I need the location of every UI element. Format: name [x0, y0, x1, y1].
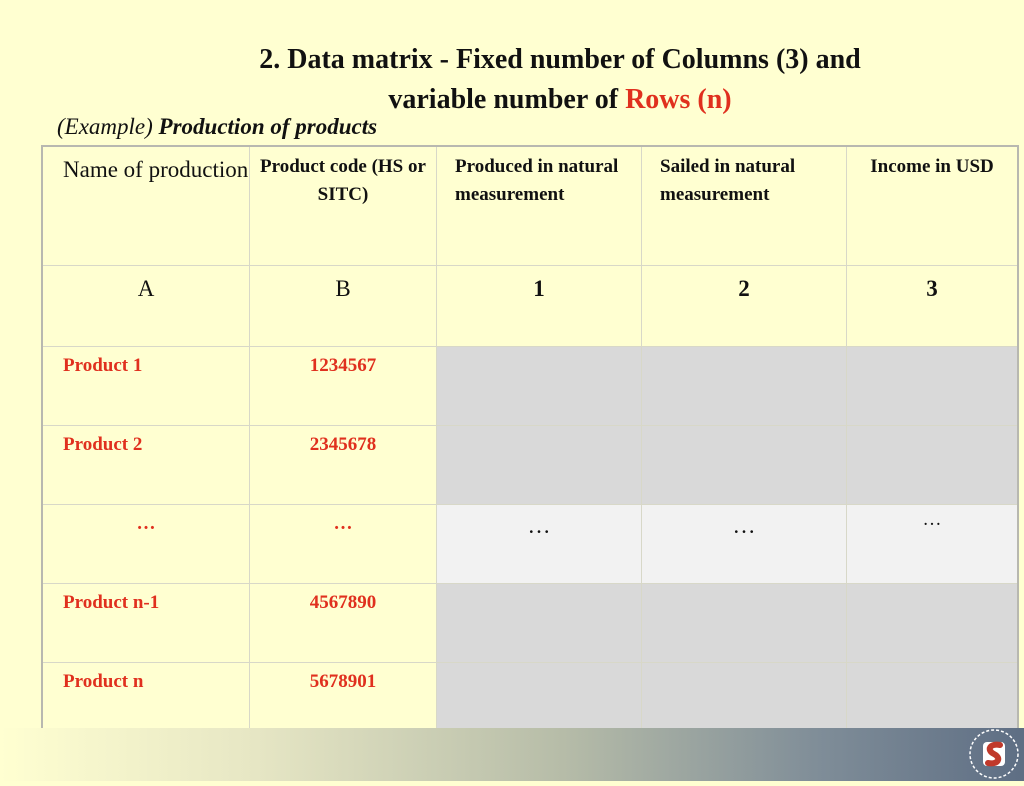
header-income: Income in USD	[847, 146, 1019, 266]
data-matrix-table	[41, 145, 1019, 743]
product-code-cell: 4567890	[250, 584, 437, 663]
title-line-2-prefix: variable number of	[388, 84, 626, 115]
slide-subtitle	[57, 114, 377, 140]
footer-gradient-band	[0, 728, 1024, 781]
table-row	[42, 426, 1018, 505]
statistics-logo-icon	[966, 728, 1022, 781]
header-name-of-production: Name of production	[42, 146, 250, 266]
slide-title	[150, 40, 970, 120]
ellipsis-name-cell: …	[42, 505, 250, 584]
product-name-cell: Product 1	[42, 347, 250, 426]
index-cell-3: 3	[847, 266, 1019, 347]
subtitle-example: (Example)	[57, 114, 159, 139]
index-cell-a: A	[42, 266, 250, 347]
index-cell-1: 1	[437, 266, 642, 347]
income-cell	[847, 347, 1019, 426]
product-code-cell: 5678901	[250, 663, 437, 743]
income-cell	[847, 426, 1019, 505]
product-code-cell: 1234567	[250, 347, 437, 426]
ellipsis-produced-cell: …	[437, 505, 642, 584]
ellipsis-code-cell: …	[250, 505, 437, 584]
statistics-logo	[966, 728, 1022, 781]
subtitle-topic: Production of products	[158, 114, 378, 139]
header-row	[42, 146, 1018, 266]
produced-cell	[437, 347, 642, 426]
ellipsis-income-cell: …	[847, 505, 1019, 584]
table-row	[42, 347, 1018, 426]
sailed-cell	[642, 347, 847, 426]
sailed-cell	[642, 584, 847, 663]
title-highlight: Rows (n)	[625, 84, 732, 115]
index-cell-2: 2	[642, 266, 847, 347]
product-code-cell: 2345678	[250, 426, 437, 505]
product-name-cell: Product 2	[42, 426, 250, 505]
product-name-cell: Product n-1	[42, 584, 250, 663]
header-sailed: Sailed in natural measurement	[642, 146, 847, 266]
income-cell	[847, 584, 1019, 663]
product-name-cell: Product n	[42, 663, 250, 743]
sailed-cell	[642, 426, 847, 505]
ellipsis-sailed-cell: …	[642, 505, 847, 584]
index-row	[42, 266, 1018, 347]
header-product-code: Product code (HS or SITC)	[250, 146, 437, 266]
header-produced: Produced in natural measurement	[437, 146, 642, 266]
ellipsis-row	[42, 505, 1018, 584]
title-line-1: 2. Data matrix - Fixed number of Columns (3) and	[259, 44, 861, 75]
produced-cell	[437, 426, 642, 505]
index-cell-b: B	[250, 266, 437, 347]
table-row	[42, 584, 1018, 663]
produced-cell	[437, 584, 642, 663]
